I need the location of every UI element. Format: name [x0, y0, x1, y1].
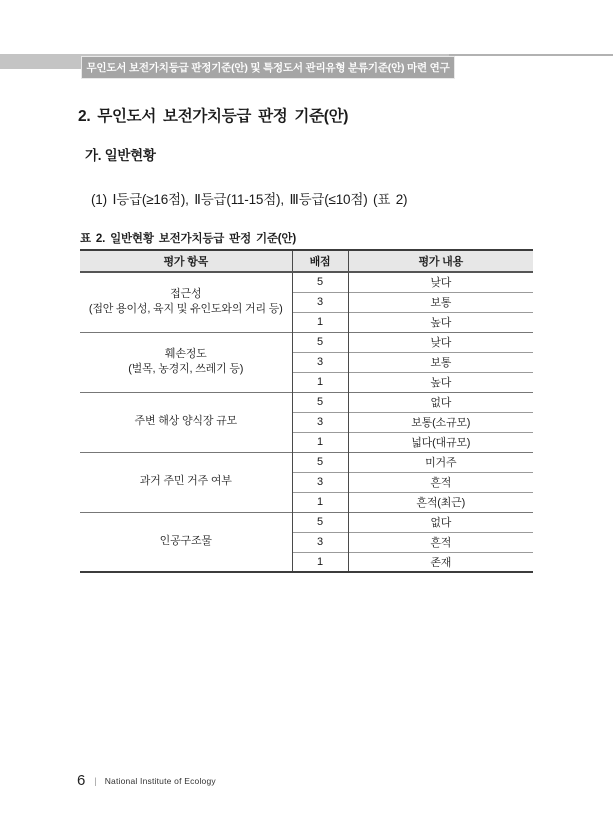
- criteria-item-cell: [80, 512, 292, 572]
- criteria-item-label: 인공구조물: [159, 535, 212, 548]
- desc-cell: 높다: [348, 312, 533, 332]
- footer-separator: |: [94, 775, 97, 786]
- desc-cell: 넓다(대규모): [348, 432, 533, 452]
- score-cell: 5: [292, 452, 348, 472]
- section-heading: 2. 무인도서 보전가치등급 판정 기준(안): [78, 108, 349, 125]
- desc-cell: 보통: [348, 292, 533, 312]
- desc-cell: 흔적: [348, 532, 533, 552]
- criteria-item-cell: [80, 392, 292, 452]
- score-cell: 1: [292, 432, 348, 452]
- criteria-item-cell: [80, 332, 292, 392]
- footer-org-name: National Institute of Ecology: [104, 775, 216, 786]
- page-number: 6: [77, 772, 86, 789]
- criteria-item-sublabel: (접안 용이성, 육지 및 유인도와의 거리 등): [88, 303, 283, 316]
- criteria-item-label: 접근성: [170, 287, 202, 300]
- column-header-item: 평가 항목: [80, 250, 292, 272]
- desc-cell: 흔적: [348, 472, 533, 492]
- desc-cell: 낮다: [348, 332, 533, 352]
- criteria-item-cell: [80, 272, 292, 332]
- criteria-item-label: 과거 주민 거주 여부: [139, 475, 232, 488]
- score-cell: 5: [292, 392, 348, 412]
- running-head-title: 무인도서 보전가치등급 판정기준(안) 및 특정도서 관리유형 분류기준(안) 마련 연구: [81, 56, 455, 79]
- desc-cell: 보통(소규모): [348, 412, 533, 432]
- table-header-row: [80, 250, 533, 272]
- score-cell: 3: [292, 412, 348, 432]
- header-band-rule: [449, 54, 613, 56]
- subsection-heading: 가. 일반현황: [85, 148, 156, 163]
- table-row: [80, 452, 533, 472]
- table-row: [80, 332, 533, 352]
- score-cell: 1: [292, 372, 348, 392]
- criteria-item-cell: [80, 452, 292, 512]
- desc-cell: 존재: [348, 552, 533, 572]
- desc-cell: 보통: [348, 352, 533, 372]
- desc-cell: 없다: [348, 392, 533, 412]
- grade-criteria-text: (1) Ⅰ등급(≥16점), Ⅱ등급(11-15점), Ⅲ등급(≤10점) (표 2): [91, 192, 408, 207]
- desc-cell: 낮다: [348, 272, 533, 292]
- score-cell: 1: [292, 492, 348, 512]
- desc-cell: 흔적(최근): [348, 492, 533, 512]
- score-cell: 5: [292, 272, 348, 292]
- evaluation-table: [80, 249, 533, 573]
- score-cell: 3: [292, 532, 348, 552]
- score-cell: 1: [292, 312, 348, 332]
- table-body: [80, 272, 533, 572]
- desc-cell: 미거주: [348, 452, 533, 472]
- column-header-content: 평가 내용: [348, 250, 533, 272]
- table-row: [80, 392, 533, 412]
- column-header-score: 배점: [292, 250, 348, 272]
- criteria-item-label: 주변 해상 양식장 규모: [134, 415, 237, 428]
- page-footer: [77, 772, 216, 789]
- score-cell: 5: [292, 332, 348, 352]
- score-cell: 3: [292, 292, 348, 312]
- table-row: [80, 512, 533, 532]
- table-caption: 표 2. 일반현황 보전가치등급 판정 기준(안): [80, 233, 296, 245]
- evaluation-table-wrap: [80, 249, 533, 573]
- criteria-item-label: 훼손정도: [164, 347, 207, 360]
- score-cell: 3: [292, 472, 348, 492]
- desc-cell: 없다: [348, 512, 533, 532]
- score-cell: 5: [292, 512, 348, 532]
- score-cell: 3: [292, 352, 348, 372]
- desc-cell: 높다: [348, 372, 533, 392]
- criteria-item-sublabel: (벌목, 농경지, 쓰레기 등): [128, 363, 244, 375]
- score-cell: 1: [292, 552, 348, 572]
- table-row: [80, 272, 533, 292]
